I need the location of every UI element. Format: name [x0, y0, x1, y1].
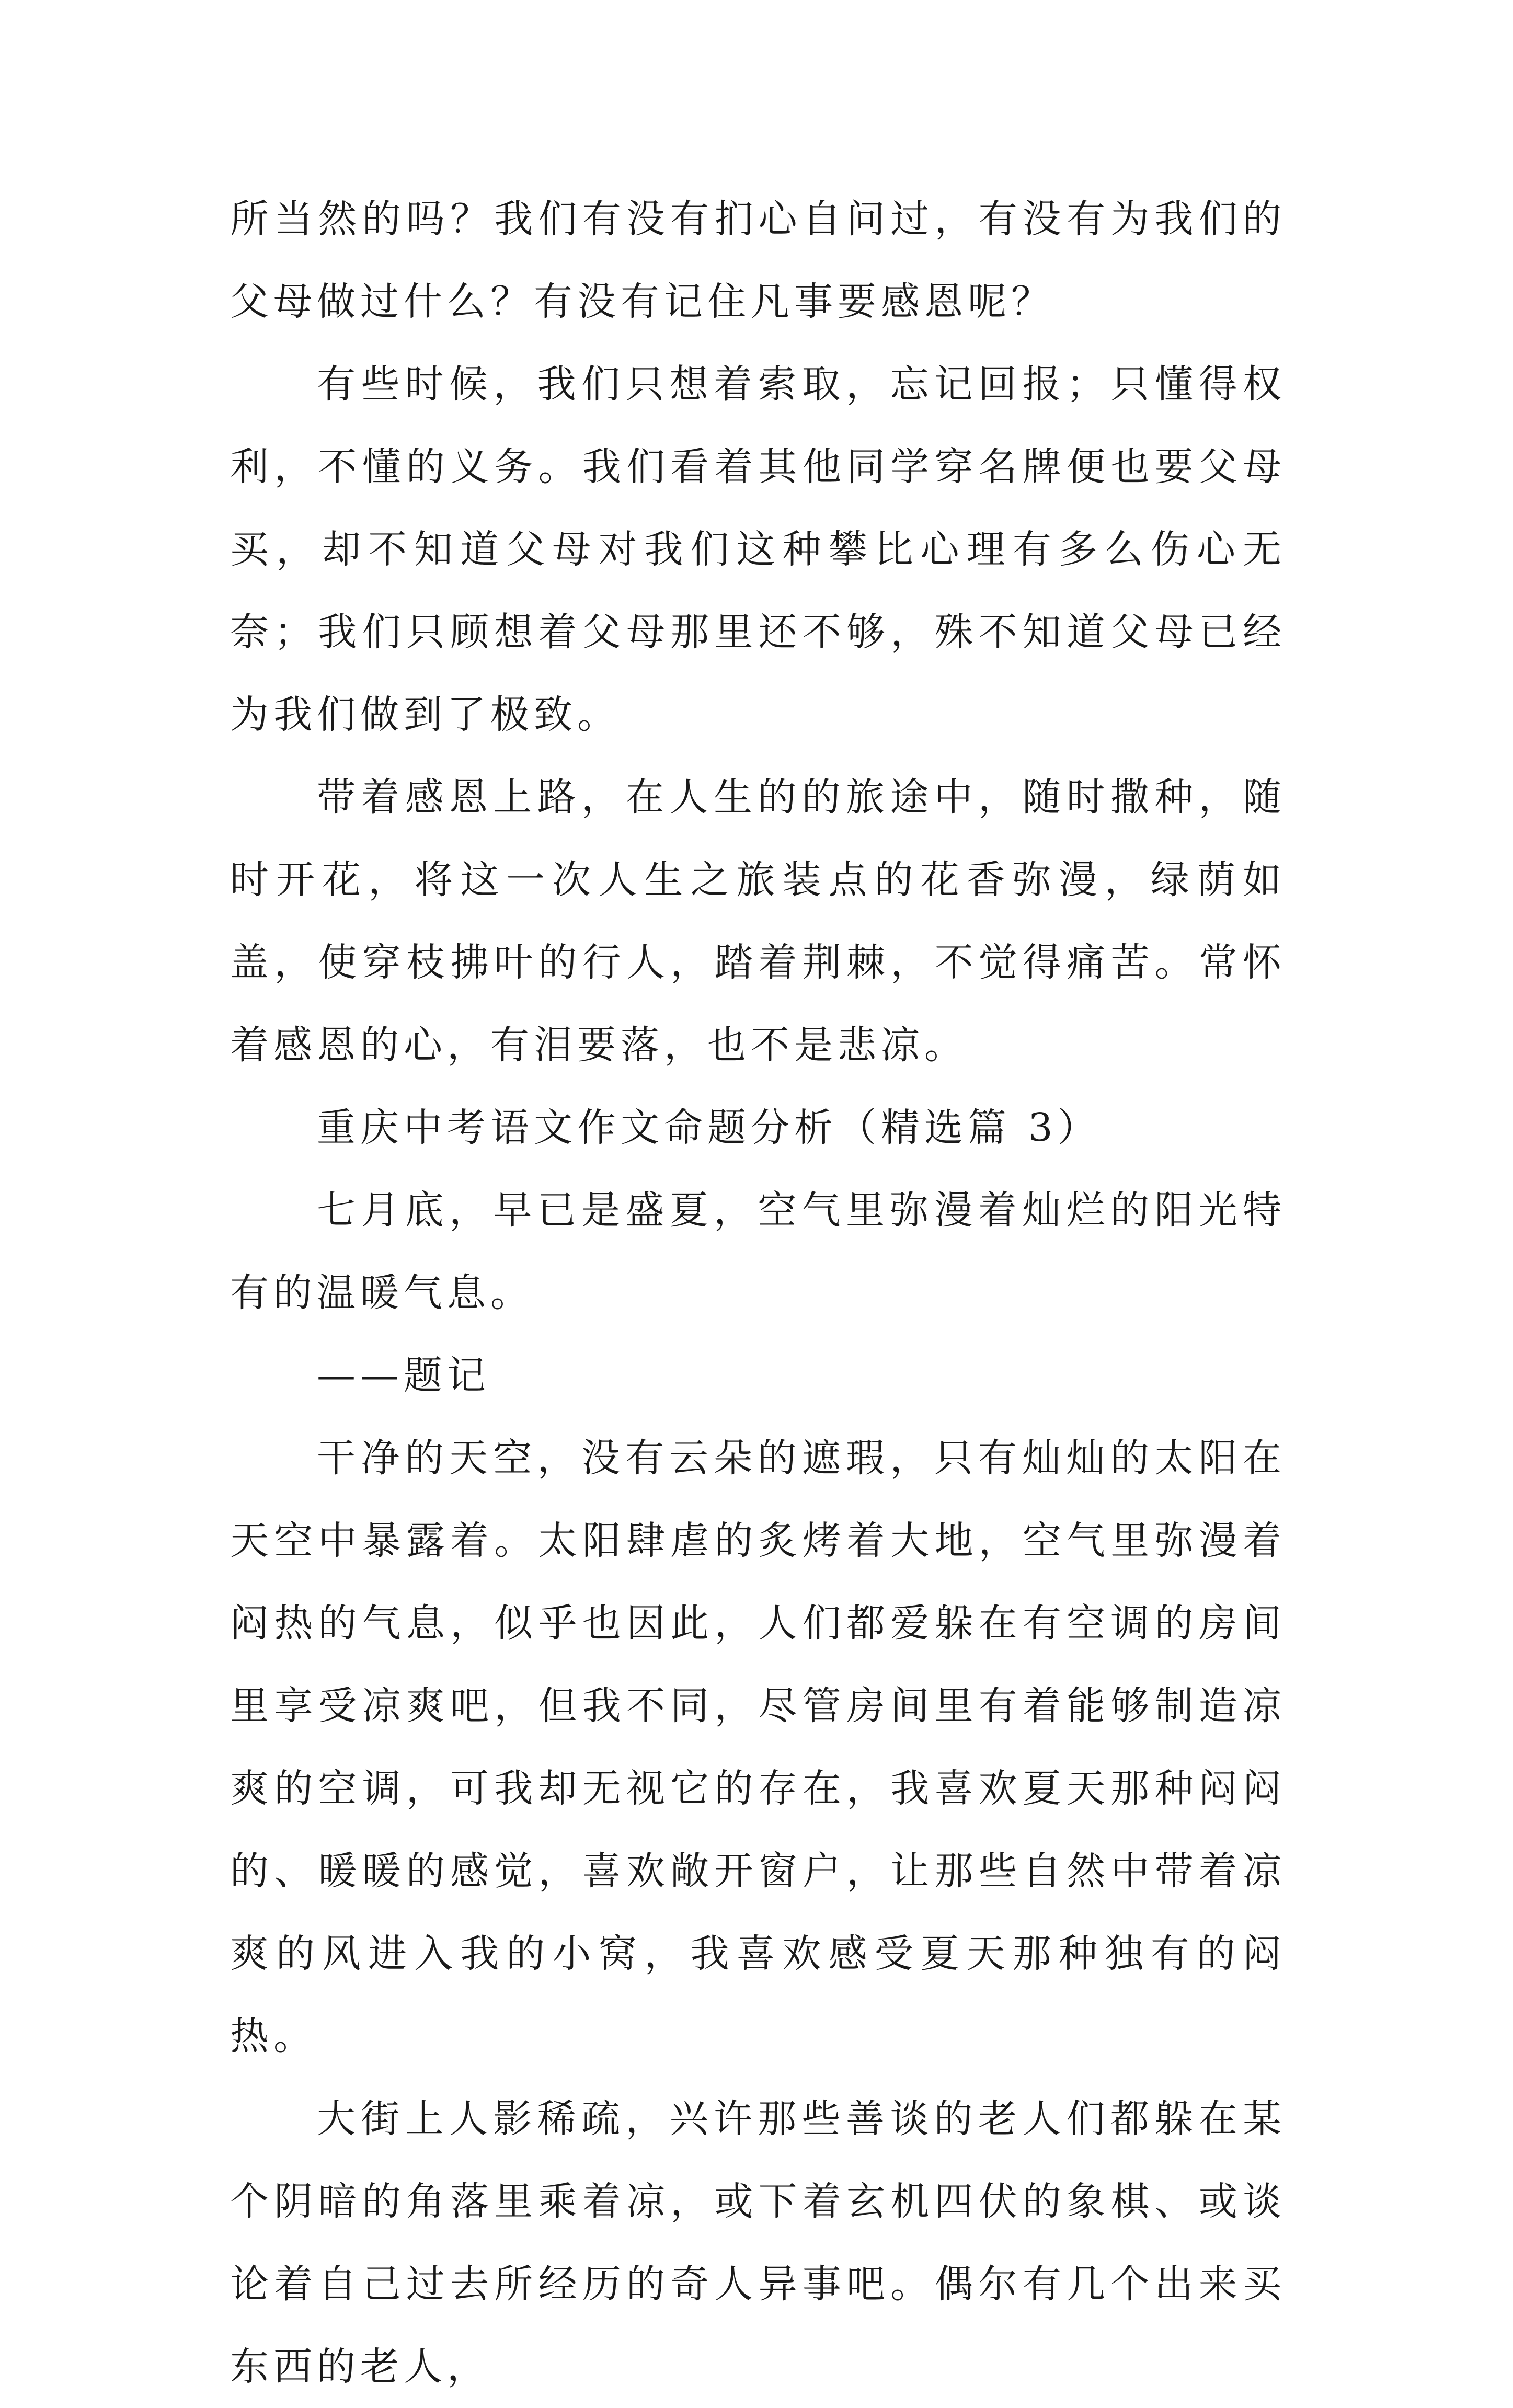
- document-body: [230, 178, 1286, 2408]
- section-heading: 重庆中考语文作文命题分析（精选篇 3）: [317, 1105, 1101, 1150]
- paragraph: 七月底，早已是盛夏，空气里弥漫着灿烂的阳光特有的温暖气息。: [230, 1188, 1286, 1315]
- paragraph: 所当然的吗？我们有没有扪心自问过，有没有为我们的父母做过什么？有没有记住凡事要感恩呢？: [230, 197, 1286, 324]
- paragraph: 大街上人影稀疏，兴许那些善谈的老人们都躲在某个阴暗的角落里乘着凉，或下着玄机四伏的象棋、或谈论着自己过去所经历的奇人异事吧。偶尔有几个出来买东西的老人，: [230, 2096, 1286, 2389]
- epigraph-attribution: ——题记: [317, 1353, 490, 1398]
- paragraph: 带着感恩上路，在人生的的旅途中，随时撒种，随时开花，将这一次人生之旅装点的花香弥漫，绿荫如盖，使穿枝拂叶的行人，踏着荆棘，不觉得痛苦。常怀着感恩的心，有泪要落，也不是悲凉。: [230, 775, 1286, 1068]
- paragraph: 干净的天空，没有云朵的遮瑕，只有灿灿的太阳在天空中暴露着。太阳肆虐的炙烤着大地，空气里弥漫着闷热的气息，似乎也因此，人们都爱躲在有空调的房间里享受凉爽吧，但我不同，尽管房间里有着能够制造凉爽的空调，可我却无视它的存在，我喜欢夏天那种闷闷的、暖暖的感觉，喜欢敞开窗户，让那些自然中带着凉爽的风进入我的小窝，我喜欢感受夏天那种独有的闷热。: [230, 1436, 1286, 2059]
- paragraph: 有些时候，我们只想着索取，忘记回报；只懂得权利，不懂的义务。我们看着其他同学穿名牌便也要父母买，却不知道父母对我们这种攀比心理有多么伤心无奈；我们只顾想着父母那里还不够，殊不知道父母已经为我们做到了极致。: [230, 362, 1286, 737]
